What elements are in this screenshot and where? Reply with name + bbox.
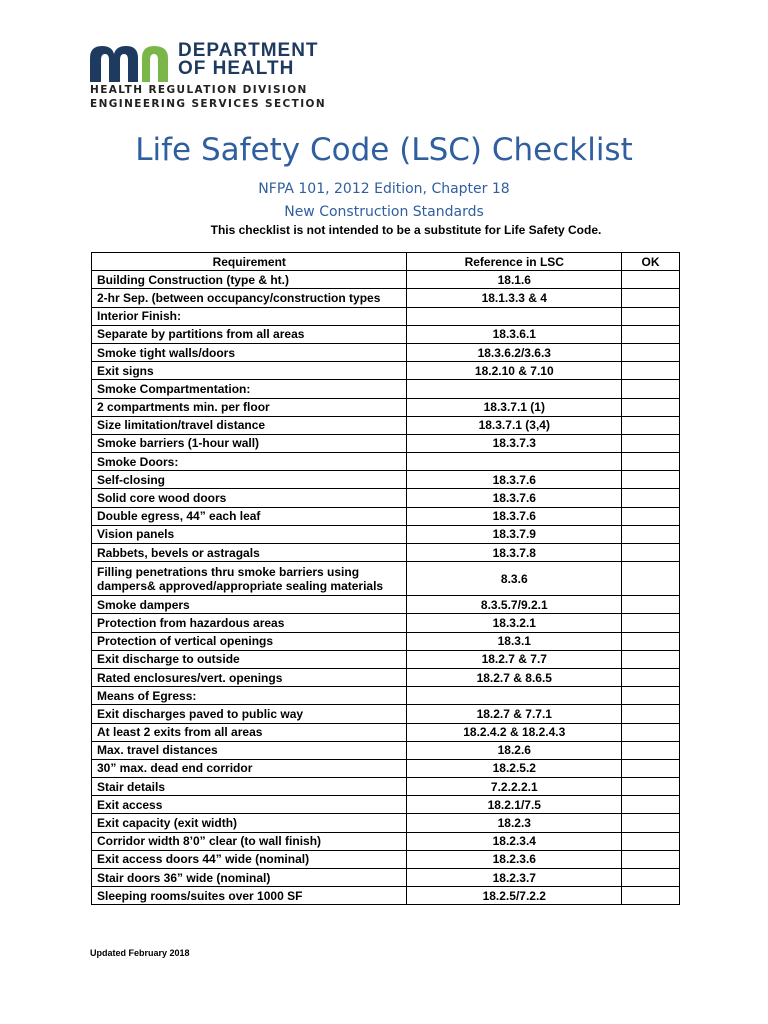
requirement-cell: Rabbets, bevels or astragals xyxy=(92,544,407,562)
table-row xyxy=(92,614,680,632)
requirement-cell: Rated enclosures/vert. openings xyxy=(92,668,407,686)
reference-cell: 18.3.6.2/3.6.3 xyxy=(407,343,622,361)
table-row xyxy=(92,507,680,525)
table-row xyxy=(92,416,680,434)
reference-cell: 18.2.7 & 7.7.1 xyxy=(407,705,622,723)
reference-cell: 18.3.1 xyxy=(407,632,622,650)
reference-cell: 18.3.7.9 xyxy=(407,525,622,543)
requirement-cell: Means of Egress: xyxy=(92,687,407,705)
disclaimer: This checklist is not intended to be a substitute for Life Safety Code. xyxy=(210,223,602,237)
ok-checkbox-cell[interactable] xyxy=(622,525,680,543)
requirement-cell: Exit discharge to outside xyxy=(92,650,407,668)
reference-cell xyxy=(407,307,622,325)
requirement-cell: Stair details xyxy=(92,778,407,796)
table-row xyxy=(92,525,680,543)
requirement-cell: Smoke Compartmentation: xyxy=(92,380,407,398)
ok-checkbox-cell[interactable] xyxy=(622,723,680,741)
division-line-2: ENGINEERING SERVICES SECTION xyxy=(90,98,327,110)
reference-cell: 18.2.5.2 xyxy=(407,759,622,777)
reference-cell: 18.3.7.3 xyxy=(407,434,622,452)
table-row xyxy=(92,741,680,759)
requirement-cell: Sleeping rooms/suites over 1000 SF xyxy=(92,887,407,905)
table-row xyxy=(92,869,680,887)
table-row xyxy=(92,687,680,705)
mn-logo-icon xyxy=(88,42,170,82)
header-ok: OK xyxy=(622,253,680,271)
ok-checkbox-cell[interactable] xyxy=(622,453,680,471)
ok-checkbox-cell[interactable] xyxy=(622,741,680,759)
reference-cell: 18.2.3.4 xyxy=(407,832,622,850)
ok-checkbox-cell[interactable] xyxy=(622,471,680,489)
table-row xyxy=(92,832,680,850)
reference-cell: 18.2.10 & 7.10 xyxy=(407,362,622,380)
table-row xyxy=(92,668,680,686)
reference-cell: 18.2.5/7.2.2 xyxy=(407,887,622,905)
header-requirement: Requirement xyxy=(92,253,407,271)
table-row xyxy=(92,759,680,777)
requirement-cell: Protection from hazardous areas xyxy=(92,614,407,632)
ok-checkbox-cell[interactable] xyxy=(622,289,680,307)
header xyxy=(88,42,319,82)
requirement-cell: Smoke dampers xyxy=(92,596,407,614)
table-row xyxy=(92,796,680,814)
reference-cell: 7.2.2.2.1 xyxy=(407,778,622,796)
ok-checkbox-cell[interactable] xyxy=(622,614,680,632)
requirement-cell: Protection of vertical openings xyxy=(92,632,407,650)
reference-cell xyxy=(407,687,622,705)
reference-cell xyxy=(407,380,622,398)
reference-cell: 18.3.7.1 (1) xyxy=(407,398,622,416)
table-row xyxy=(92,778,680,796)
table-row xyxy=(92,325,680,343)
table-row xyxy=(92,271,680,289)
reference-cell xyxy=(407,453,622,471)
table-row xyxy=(92,398,680,416)
checklist-table xyxy=(91,252,680,905)
reference-cell: 18.3.7.1 (3,4) xyxy=(407,416,622,434)
table-row xyxy=(92,887,680,905)
ok-checkbox-cell[interactable] xyxy=(622,869,680,887)
requirement-cell: Vision panels xyxy=(92,525,407,543)
reference-cell: 18.2.3.6 xyxy=(407,850,622,868)
ok-checkbox-cell[interactable] xyxy=(622,796,680,814)
ok-checkbox-cell[interactable] xyxy=(622,650,680,668)
reference-cell: 18.2.3 xyxy=(407,814,622,832)
requirement-cell: Smoke Doors: xyxy=(92,453,407,471)
ok-checkbox-cell[interactable] xyxy=(622,434,680,452)
department-logo xyxy=(88,42,319,82)
reference-cell: 18.3.7.6 xyxy=(407,471,622,489)
requirement-cell: Size limitation/travel distance xyxy=(92,416,407,434)
ok-checkbox-cell[interactable] xyxy=(622,325,680,343)
reference-cell: 8.3.6 xyxy=(407,562,622,596)
requirement-cell: Smoke tight walls/doors xyxy=(92,343,407,361)
requirement-cell: Max. travel distances xyxy=(92,741,407,759)
requirement-cell: Solid core wood doors xyxy=(92,489,407,507)
subtitle-standards: New Construction Standards xyxy=(284,204,484,220)
dept-line-2: OF HEALTH xyxy=(178,58,295,79)
requirement-cell: 2 compartments min. per floor xyxy=(92,398,407,416)
ok-checkbox-cell[interactable] xyxy=(622,398,680,416)
table-row xyxy=(92,362,680,380)
requirement-cell: 2-hr Sep. (between occupancy/construction types xyxy=(92,289,407,307)
requirement-cell: Exit access doors 44” wide (nominal) xyxy=(92,850,407,868)
requirement-cell: Filling penetrations thru smoke barriers using dampers& approved/appropriate sealing materials xyxy=(92,562,407,596)
table-row xyxy=(92,562,680,596)
requirement-cell: Double egress, 44” each leaf xyxy=(92,507,407,525)
table-row xyxy=(92,723,680,741)
ok-checkbox-cell[interactable] xyxy=(622,778,680,796)
reference-cell: 18.2.4.2 & 18.2.4.3 xyxy=(407,723,622,741)
ok-checkbox-cell[interactable] xyxy=(622,887,680,905)
table-row xyxy=(92,632,680,650)
requirement-cell: Corridor width 8’0” clear (to wall finish) xyxy=(92,832,407,850)
ok-checkbox-cell[interactable] xyxy=(622,362,680,380)
ok-checkbox-cell[interactable] xyxy=(622,632,680,650)
reference-cell: 18.1.6 xyxy=(407,271,622,289)
table-row xyxy=(92,453,680,471)
requirement-cell: Smoke barriers (1-hour wall) xyxy=(92,434,407,452)
division-block xyxy=(90,83,326,111)
ok-checkbox-cell[interactable] xyxy=(622,668,680,686)
reference-cell: 8.3.5.7/9.2.1 xyxy=(407,596,622,614)
table-row xyxy=(92,650,680,668)
reference-cell: 18.2.3.7 xyxy=(407,869,622,887)
ok-checkbox-cell[interactable] xyxy=(622,544,680,562)
header-reference: Reference in LSC xyxy=(407,253,622,271)
table-row xyxy=(92,471,680,489)
updated-date: Updated February 2018 xyxy=(90,948,190,958)
ok-checkbox-cell[interactable] xyxy=(622,850,680,868)
subtitle-edition: NFPA 101, 2012 Edition, Chapter 18 xyxy=(258,181,510,197)
ok-checkbox-cell[interactable] xyxy=(622,307,680,325)
reference-cell: 18.3.7.6 xyxy=(407,507,622,525)
ok-checkbox-cell[interactable] xyxy=(622,271,680,289)
reference-cell: 18.1.3.3 & 4 xyxy=(407,289,622,307)
table-row xyxy=(92,434,680,452)
ok-checkbox-cell[interactable] xyxy=(622,596,680,614)
reference-cell: 18.3.6.1 xyxy=(407,325,622,343)
reference-cell: 18.2.1/7.5 xyxy=(407,796,622,814)
ok-checkbox-cell[interactable] xyxy=(622,814,680,832)
table-header-row xyxy=(92,253,680,271)
page-title: Life Safety Code (LSC) Checklist xyxy=(135,132,633,168)
division-line-1: HEALTH REGULATION DIVISION xyxy=(90,84,308,96)
table-row xyxy=(92,489,680,507)
ok-checkbox-cell[interactable] xyxy=(622,489,680,507)
ok-checkbox-cell[interactable] xyxy=(622,832,680,850)
requirement-cell: Interior Finish: xyxy=(92,307,407,325)
requirement-cell: Exit signs xyxy=(92,362,407,380)
requirement-cell: 30” max. dead end corridor xyxy=(92,759,407,777)
reference-cell: 18.2.6 xyxy=(407,741,622,759)
table-row xyxy=(92,544,680,562)
requirement-cell: Stair doors 36” wide (nominal) xyxy=(92,869,407,887)
table-row xyxy=(92,289,680,307)
table-row xyxy=(92,850,680,868)
requirement-cell: Exit discharges paved to public way xyxy=(92,705,407,723)
table-row xyxy=(92,596,680,614)
reference-cell: 18.3.7.6 xyxy=(407,489,622,507)
requirement-cell: Separate by partitions from all areas xyxy=(92,325,407,343)
requirement-cell: At least 2 exits from all areas xyxy=(92,723,407,741)
ok-checkbox-cell[interactable] xyxy=(622,380,680,398)
table-row xyxy=(92,343,680,361)
table-row xyxy=(92,307,680,325)
reference-cell: 18.2.7 & 7.7 xyxy=(407,650,622,668)
ok-checkbox-cell[interactable] xyxy=(622,705,680,723)
requirement-cell: Exit capacity (exit width) xyxy=(92,814,407,832)
ok-checkbox-cell[interactable] xyxy=(622,343,680,361)
ok-checkbox-cell[interactable] xyxy=(622,562,680,596)
ok-checkbox-cell[interactable] xyxy=(622,507,680,525)
table-row xyxy=(92,705,680,723)
reference-cell: 18.2.7 & 8.6.5 xyxy=(407,668,622,686)
requirement-cell: Self-closing xyxy=(92,471,407,489)
reference-cell: 18.3.2.1 xyxy=(407,614,622,632)
ok-checkbox-cell[interactable] xyxy=(622,416,680,434)
dept-line-1: DEPARTMENT xyxy=(178,40,319,61)
requirement-cell: Building Construction (type & ht.) xyxy=(92,271,407,289)
requirement-cell: Exit access xyxy=(92,796,407,814)
table-row xyxy=(92,380,680,398)
reference-cell: 18.3.7.8 xyxy=(407,544,622,562)
table-row xyxy=(92,814,680,832)
ok-checkbox-cell[interactable] xyxy=(622,759,680,777)
ok-checkbox-cell[interactable] xyxy=(622,687,680,705)
